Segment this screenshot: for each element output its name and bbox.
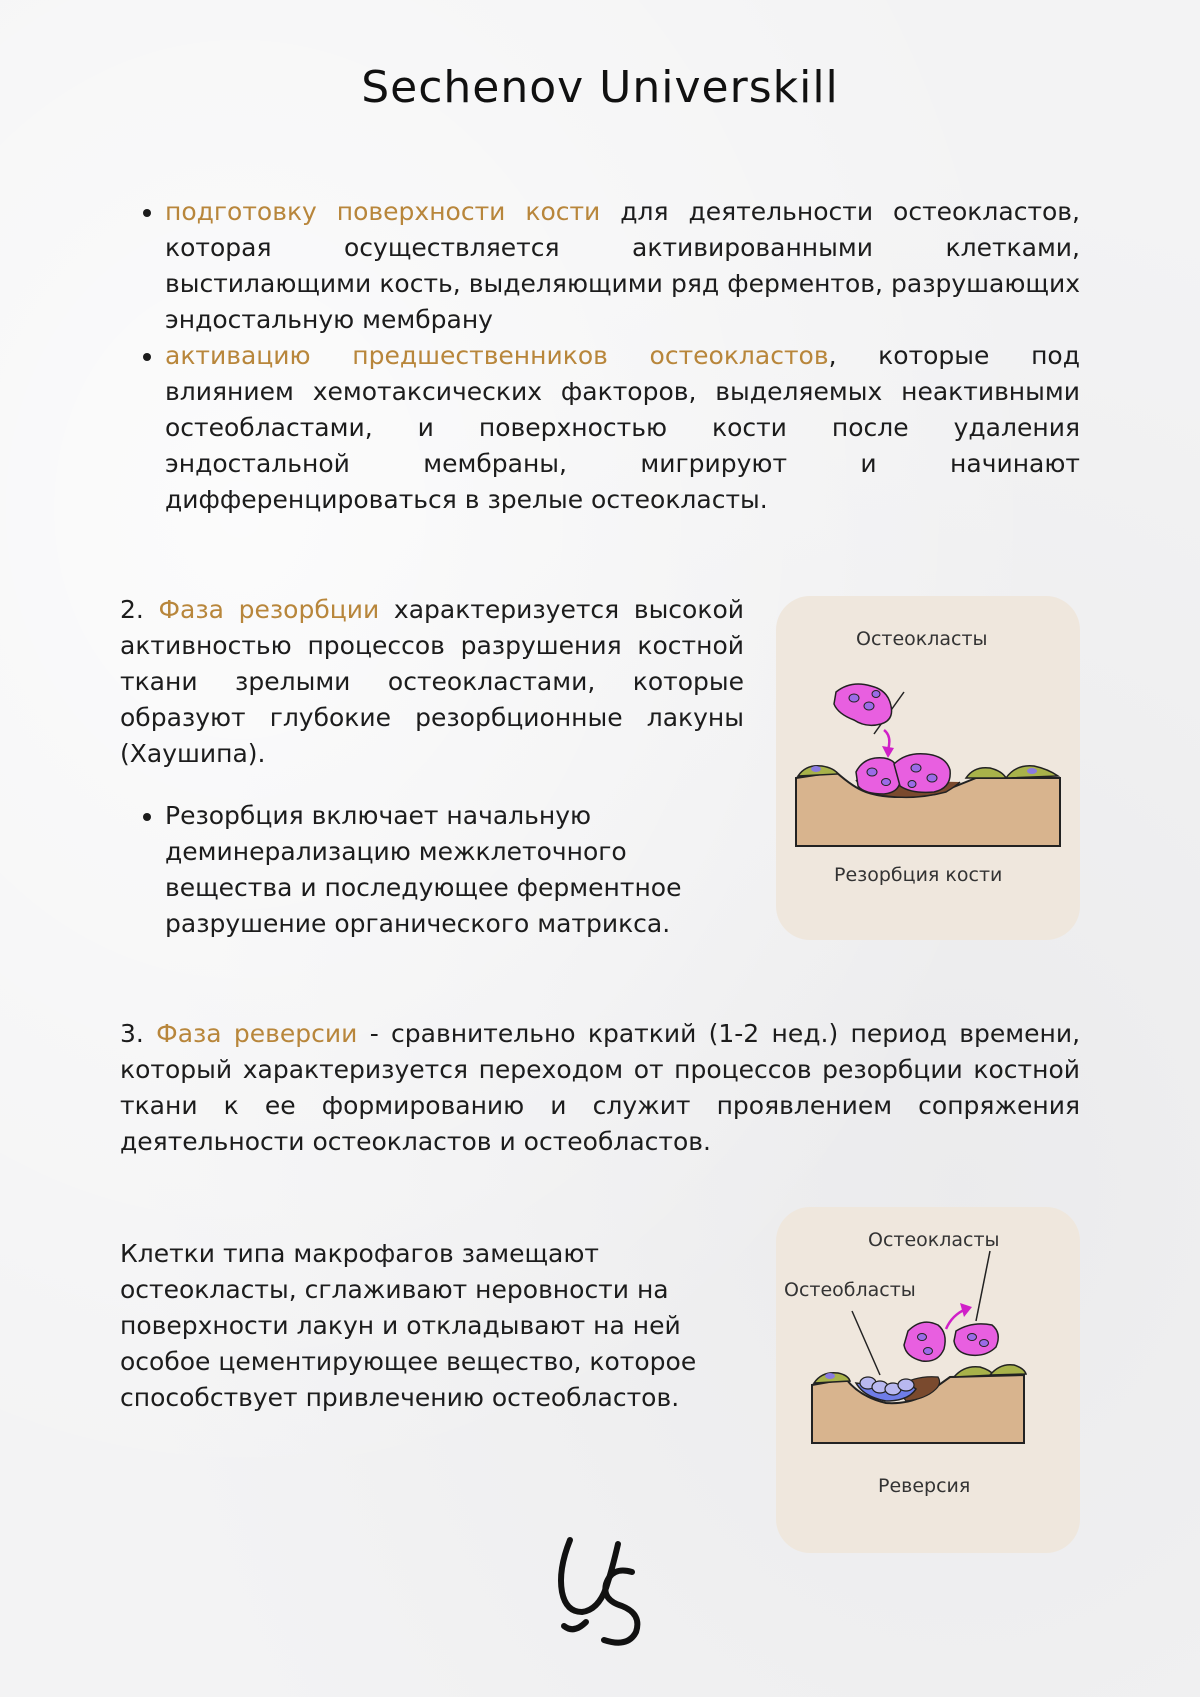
lining-cell — [954, 1367, 994, 1377]
osteoclast-cell — [904, 1322, 945, 1361]
reversal-caption: Реверсия — [878, 1475, 971, 1497]
bullet-text: для деятельности остеокластов, которая осуществляется активированными клетками, выстилающими кость, выделяющими ряд ферментов, разрушающих эндостальную мембрану — [165, 197, 1080, 334]
nucleus — [864, 702, 874, 710]
nucleus — [927, 774, 937, 782]
phase3-paragraph — [120, 1016, 1080, 1160]
phase3-title: Фаза реверсии — [156, 1019, 358, 1048]
nucleus — [872, 691, 880, 698]
nucleus — [1027, 768, 1037, 774]
intro-bullet-list — [120, 194, 1080, 518]
resorption-caption: Резорбция кости — [834, 864, 1003, 886]
nucleus — [908, 781, 916, 788]
osteoclast-cell — [856, 758, 900, 794]
nucleus — [924, 1348, 933, 1355]
nucleus — [849, 694, 859, 702]
lining-cell — [966, 768, 1006, 778]
nucleus — [811, 766, 821, 772]
osteoclasts-label: Остеокласты — [856, 628, 988, 650]
page-title: Sechenov Universkill — [361, 62, 839, 113]
osteoclast-cell — [954, 1324, 998, 1355]
macrophages-paragraph: Клетки типа макрофагов замещают остеокласты, сглаживают неровности на поверхности лакун и откладывают на ней особое цементирующее вещество, которое способствует привлечению остеобластов. — [120, 1239, 697, 1412]
phase3-text: - сравнительно краткий (1-2 нед.) период времени, который характеризуется переходом от процессов резорбции костной ткани к ее формированию и служит проявлением сопряжения деятельности остеокластов и остеобластов. — [120, 1019, 1081, 1156]
osteoblast-cell — [898, 1379, 914, 1391]
label-pointer-line — [976, 1251, 990, 1321]
reversal-figure — [776, 1207, 1080, 1553]
lining-cell — [990, 1365, 1026, 1375]
list-item: • Резорбция включает начальную деминерализацию межклеточного вещества и последующее ферментное разрушение органического матрикса. — [165, 798, 744, 942]
reversal-illustration — [776, 1207, 1080, 1553]
phase2-paragraph — [120, 592, 744, 772]
phase2-number: 2. — [120, 595, 144, 624]
nucleus — [980, 1340, 989, 1347]
phase3-number: 3. — [120, 1019, 144, 1048]
osteoblasts-label: Остеобласты — [784, 1279, 916, 1301]
us-monogram-icon — [548, 1530, 652, 1650]
osteoclast-cell — [834, 684, 892, 725]
bullet-text: , которые под влиянием хемотаксических факторов, выделяемых неактивными остеобластами, и поверхностью кости после удаления эндостальной мембраны, мигрируют и начинают дифференцироваться в зрелые остеокласты. — [165, 341, 1080, 514]
resorption-figure — [776, 596, 1080, 940]
label-pointer-line — [852, 1311, 880, 1375]
nucleus — [825, 1373, 835, 1379]
nucleus — [867, 768, 877, 776]
nucleus — [882, 779, 891, 786]
osteoclasts-label: Остеокласты — [868, 1229, 1000, 1251]
highlight-text: подготовку поверхности кости — [165, 197, 601, 226]
nucleus — [968, 1334, 977, 1341]
phase2-title: Фаза резорбции — [158, 595, 380, 624]
list-item — [165, 338, 1080, 518]
nucleus — [911, 764, 921, 772]
arrowhead — [882, 746, 894, 758]
phase2-text: характеризуется высокой активностью процессов разрушения костной ткани зрелыми остеокластами, которые образуют глубокие резорбционные лакуны (Хаушипа). — [120, 595, 744, 768]
list-item — [165, 194, 1080, 338]
highlight-text: активацию предшественников остеокластов — [165, 341, 829, 370]
osteoclast-cell — [894, 754, 950, 793]
phase2-bullet-list — [120, 798, 744, 942]
nucleus — [918, 1334, 927, 1341]
